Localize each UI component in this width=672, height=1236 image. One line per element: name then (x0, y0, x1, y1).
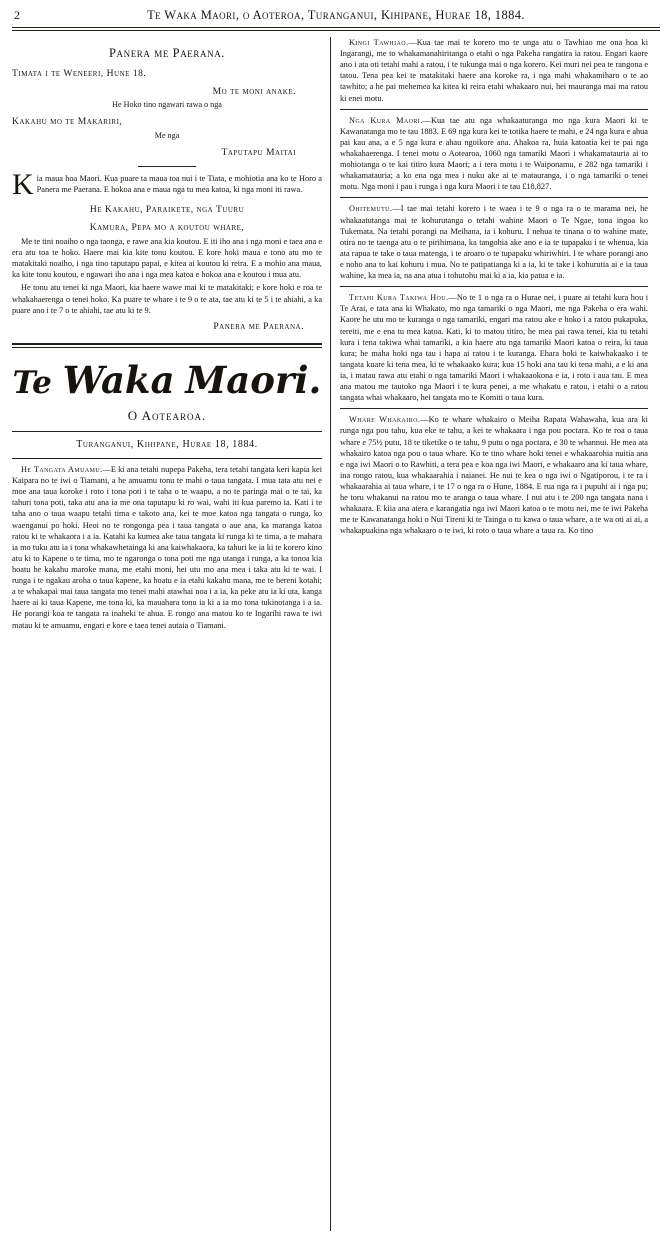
right-article-4 (340, 292, 648, 403)
right-article-2 (340, 115, 648, 193)
advert-paragraph-1-text: ia maua hoa Maori. Kua puare ta maua toa nui i te Tiata, e mohiotia ana ko te Horo a Panera me Paerana. E hokoa ana e maua nga tu mea katoa, ki nga moni iti rawa. (36, 173, 322, 194)
title-rule-thin-2 (12, 431, 322, 432)
right-divider-4 (340, 408, 648, 409)
right-article-2-head: Nga Kura Maori. (349, 115, 423, 125)
right-article-5 (340, 414, 648, 536)
advert-start-date: Timata i te Weneeri, Hune 18. (12, 67, 147, 79)
left-article-1-head: He Tangata Amuamu. (21, 464, 103, 474)
title-rule-thick (12, 343, 322, 345)
paper-subtitle: O Aotearoa. (127, 408, 207, 424)
right-article-1-text: —Kua tae mai te korero mo te unga atu o Tawhiao me ona hoa ki Ingarangi, me to whakamanahiritanga o etahi o nga Pakeha rangatira ia ratou. Engari kaore ano i ata oti tetahi mahi a ratou, i te tukunga mai o nga korero. Kei muri nei pea te rangona e tatou. Tena pea kei te matakitaki haere ana koroke ra, i nga mahi whakamiharo o te ao tawhito; a he pai mehemea ka kitea ki reira etahi whakaaro nui, hei mauranga mai ma ratou ki enei motu. (340, 38, 648, 103)
advert-hardware-line: Taputapu Maitai (221, 146, 296, 158)
left-article-1 (12, 464, 322, 631)
right-article-5-text: —Ko te whare whakairo o Meiha Rapata Wahawaha, kua ara ki runga nga pou tahu, kua eke te tahu, a kei te whakaara i nga pou poctara. Ko te roa o taua whare e 75½ putu, 18 te tiketike o te tahu, 9 putu o nga poctara, e 30 te whannui. He mea ata whakairo katoa nga pou o taua whare. Ko te tino whare hoki tenei e whakaarohia nuitia ana e nga iwi Maori o to Rawhiti, a tera pea e koa nga iwi Maori, e whakaaro ana ki taua whare, ina rongo ratou, kua whakaarahia i naianei. He nui te kea o nga iwi o Ngatiporou, i te ra i whakaarahia ai taua whare, i te 17 o nga ra o Hune, 1884. E rua nga ra i pupuhi ai i nga pu; he toru whakanui na ratou mo te aranga o taua whare. I nui atu i te 200 nga tangata nana i whakaara. E kiia ana atera e karangatia nga iwi Maori katoa o te motu nei, me te iwi Pakeha me te Kawanatanga hoki o Nui Tireni ki te Tainga o tu kawa o taua whare, a te wa oti ai ai, a whakapuakina nga whakaaro o te iwi, ki roto o taua whare a taua ra. Ko tino (340, 415, 648, 536)
advert-blankets-heading: He Kakahu, Paraikete, nga Tuuru (89, 203, 245, 215)
right-article-3-text: —I tae mai tetahi korero i te waea i te 9 o nga ra o te marama nei, he whakaatutanga mai te kohurutanga o tetahi wahine Maori o Te Ngae, tona ingoa ko Tukemata. Na tetahi porangi na Meihana, ia i kohuru. I nehua te tinana o to wahine mate, otira no te taenga atu o te pirihimana, ka tangohia ake ano e ia te tupapaku i te whenua, kia ata rapua te take o taua matenga, i te aroaro o te tupapaku whiriwhiri. I te whare porangi ano e noho ana to kai kohuru i mua. No te patipatianga ki a ia, ki te take i kohurutia ai e ia taua wahine, ka mea ia, na ana atua i tohutohu mai ki a ia, kia patua e ia. (340, 204, 648, 281)
right-article-1-head: Kingi Tawhiao. (349, 38, 409, 47)
advert-goods-line: Kakahu mo te Makariri, (12, 116, 123, 128)
paper-title-word-1: Te (12, 364, 52, 401)
advert-and-line: Me nga (154, 131, 180, 141)
issue-date: Turanganui, Kihipane, Hurae 18, 1884. (76, 438, 258, 450)
right-article-2-text: —Kua tae atu nga whakaaturanga mo nga kura Maori ki te Kawanatanga mo te tau 1883. E 69 nga kura kei te totika haere te mahi, e 24 nga kura e ahua pai kau ana, a e 5 nga kura e ahau ngoikore ana. Ahakoa ra, huia katoatia kei te pai nga whakahaerenga. I tenei motu o Aotearoa, 1060 nga tamariki Maori i whakamatauria ai to mohiotanga o te kai titiro kura Maori; a i tera motu i te Waiponamu, e 282 nga tamariki i whakamatauria; a ko ena nga mea i nuku ake ai te mataurangа, i o nga tamariki o tenei motu. Nga moni i pau i runga i nga kura Maori i te tau £18,827. (340, 115, 648, 192)
advert-heading: Panera me Paerana. (108, 46, 226, 60)
masthead-line (0, 0, 672, 25)
advert-signature: Panera me Paerana. (213, 320, 304, 332)
right-divider-3 (340, 286, 648, 287)
drop-cap: K (12, 167, 34, 201)
advert-divider-1 (138, 166, 196, 167)
column-container (0, 31, 672, 1231)
right-article-1 (340, 37, 648, 104)
paper-title (12, 356, 322, 406)
advert-cash-only: Mo te moni anake. (212, 85, 296, 97)
paper-title-word-3: Maori. (185, 357, 322, 402)
title-rule-thin (12, 347, 322, 348)
right-article-4-head: Tetahi Kura Takiwa Hou. (349, 293, 449, 303)
left-column (12, 37, 330, 1231)
right-divider-2 (340, 197, 648, 198)
right-article-4-text: —No te 1 o nga ra o Hurae nei, i puare ai tetahi kura hou i Te Arai, e tata ana ki Whakato, mo nga tamariki o nga Maori, me nga Pakeha o era wahi. Kaore he utu mo te kuranga o nga tamariki, engari ma ratou ake e hoko i a ratou pukapuka, tereiti, me e ena tu mea katoa. Kati, ki to matou titiro, he mea pai rawa tenei, kia tu tetahi kura i tena takiwa whai tamariki, a kia haere atu nga tamariki Maori katoa o reira, ki taua kura; he maha hoki nga tau i hapa ai ratou i te kuranga. Ehara hoki te kaiwhakaako i te tangata kuare ki tena mea, ki te whakaako kura; kua 15 hoki ana tau ki tena mahi, a e ki ana ia, i matau rawa atu etahi o nga tamariki Maori i whakaaokona e ia, i roto i aua tau. E mea ana matou me tautoko nga Maori i te kura penei, a me whakatu e ratou, i etahi o a ratou tangata whai whakaaro, hei tangata mo te Komiti o taua kura. (340, 293, 649, 403)
advert-paragraph-1 (12, 167, 322, 201)
left-article-1-text: —E ki ana tetahi nupepa Pakeha, tera tetahi tangata keri kapia kei Kaipara no te iwi o Tiamani, a he amuamu tonu te mahi o taua tangata. I mua tata atu nei e moe ana taua koroke i roto i tona poti i te taha o te waapu, a no te paringa mai o te tai, ka tahuri tona poti, taka atu ana ia me ona taputapu ki ro wai, wahi iti kua paremo ia. Kati i te taha ano o taua waapu tetahi tima e takoto ana, kei te moe katoa nga tangata o runga, ko waenganui po hoki. Heoi no te rongonga pea i taua tangata o aue ana, ka maranga katoa ratou ki te whakaora i a ia. Katahi ka kumea ake taua tangata ki runga ki te tima, a te mahara ia mo tuku atu ia i tona whakawhetainga ki ana kaiwhakaora, ka tahuri ke ia ki te korero kino atu ki to Kapene o te tima, mo te ngaronga o tona poti me nga utanga i runga, a ka tonoa kia hoatu he kakahu maroke mana, me etahi moni, hei utu mo ana mea i taka atu ki te wai. I runga i te ngakau aroha o taua kapene, ka hoatu e ia etahi kakahu mana, me te hereni kotahi; a te whakapai mai taua tangata mo tenei mahi atawhai noa i a ia, ka peke atu ia ki uta, kanga haere ai ki taua Kapene, me tona ki, ka mauahara tonu ia ki a ia mo tona tukinotanga i a ia. He porangi koa te tangata ra inaheki te ahua. E rongo ana matou ko te Ingarihi rawa te iwi matau ki te amuamu, engari e kore e taea tenei autaia o Tiamani. (12, 464, 322, 630)
right-article-5-head: Whare Whakairo. (349, 415, 421, 425)
advert-paragraph-3: He tonu atu tenei ki nga Maori, kia haere wawe mai ki te matakitaki; e kore hoki e roa te whakahaerenga o tenei hoko. Ka puare te whare i te 9 o te ata, tae atu ki te 5 i te ahiahi, a ka puare ano i te 7 o te ahiahi, tae atu ki te 9. (12, 283, 322, 315)
right-divider-1 (340, 109, 648, 110)
running-head: Te Waka Maori, o Aoteroa, Turanganui, Kihipane, Hurae 18, 1884. (147, 8, 525, 22)
advert-sale-line: He Hoko tino ngawari rawa o nga (112, 100, 222, 110)
page-number: 2 (14, 8, 20, 22)
advert-trades-heading: Kamura, Pepa mo a koutou whare, (89, 221, 245, 233)
right-article-3 (340, 203, 648, 281)
title-rule-thin-3 (12, 458, 322, 459)
paper-title-word-2: Waka (62, 357, 175, 402)
advert-paragraph-2: Me te tini noaiho o nga taonga, e rawe ana kia koutou. E iti iho ana i nga moni e taea ana e era atu toa te hoko. Haere mai kia kite tonu koutou. E kore hoki maua e tono atu mo te matakitaki noaiho, i nga tino taputapu papai, e kitea ai koutou ki reira. E a mohio ana maua, ka kite tonu koutou, e ngawari iho ana i nga mea katoa e hokoa ana e koutou i mua atu. (12, 236, 322, 279)
right-article-3-head: Ohitemutu. (349, 204, 393, 214)
right-column (330, 37, 648, 1231)
